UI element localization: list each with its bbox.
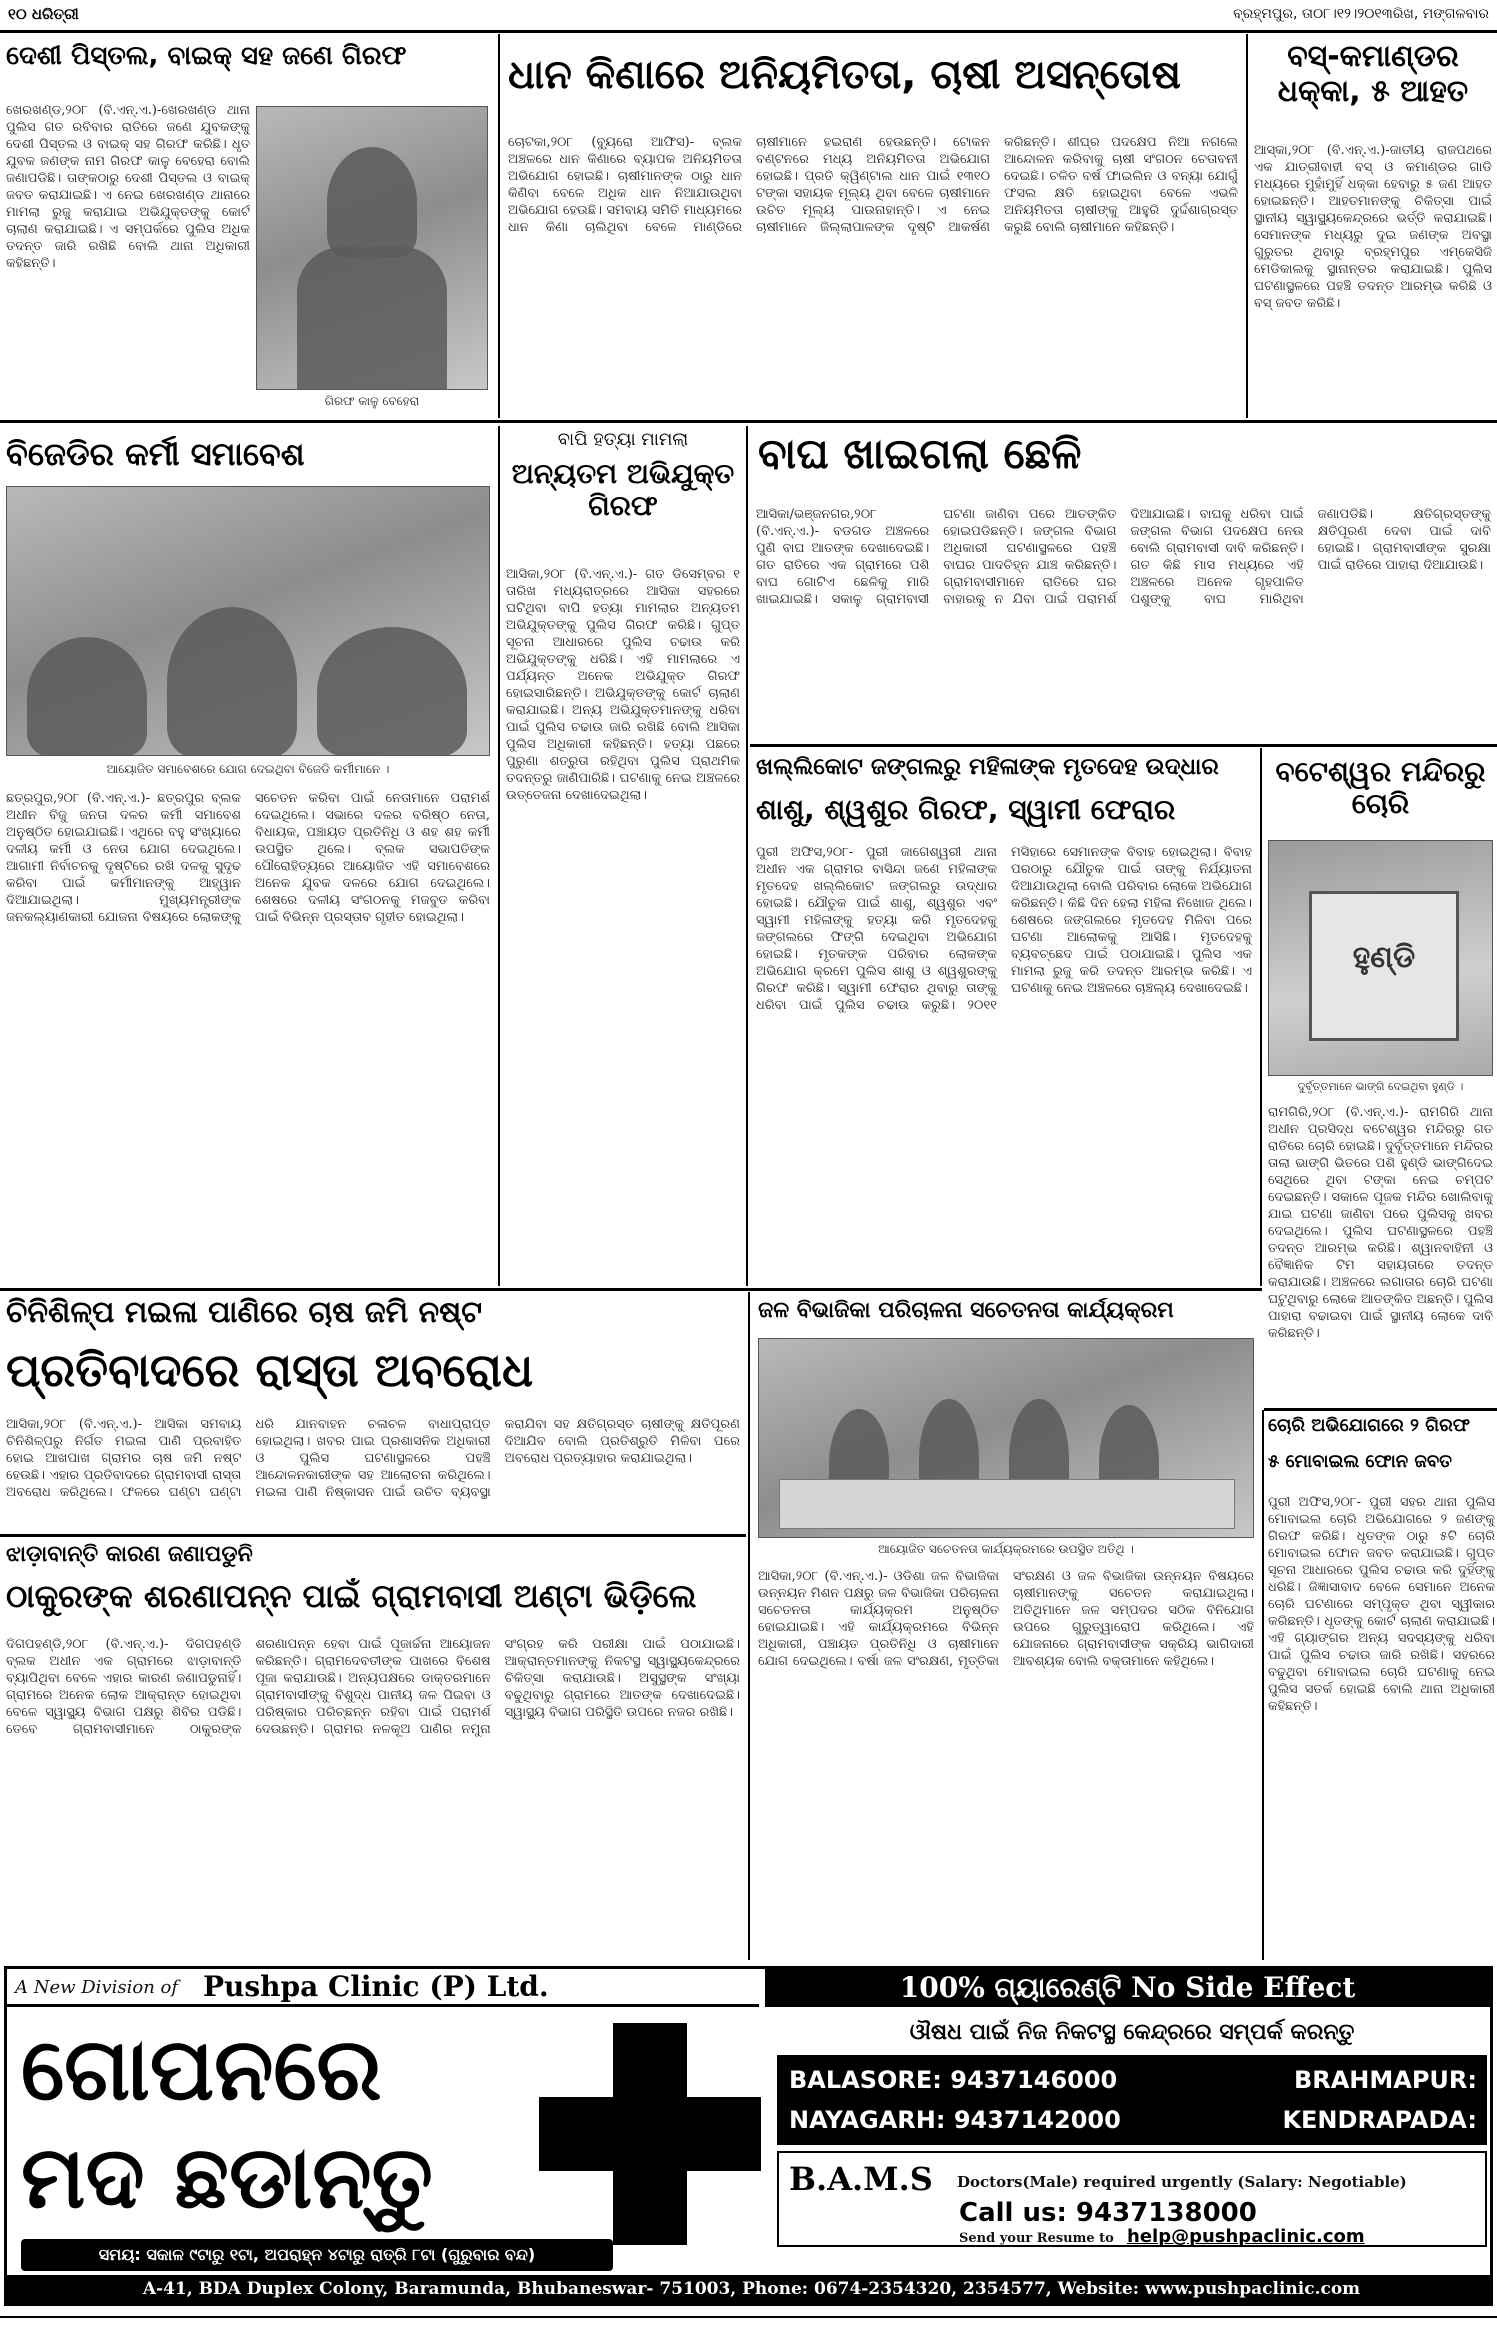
- story-mobile-theft-arrest: [1266, 1412, 1497, 1960]
- story-body: ଆସିକା,୨୦୮ (ବି.ଏନ୍.ଏ.)- ଆସିକା ସମବାୟ ଚିନିଶିଳ୍ପରୁ ନିର୍ଗତ ମଇଳା ପାଣି ପ୍ରବାହିତ ହୋଇ ଆଖପାଖ ଗ୍ରାମର ଚାଷ ଜମି ନଷ୍ଟ ହେଉଛି। ଏହାର ପ୍ରତିବାଦରେ ଗ୍ରାମବାସୀ ରାସ୍ତା ଅବରୋଧ କରିଥିଲେ। ଫଳରେ ଘଣ୍ଟା ଘଣ୍ଟା ଧରି ଯାନବାହନ ଚଳାଚଳ ବାଧାପ୍ରାପ୍ତ ହୋଇଥିଲା। ଖବର ପାଇ ପ୍ରଶାସନିକ ଅଧିକାରୀ ଓ ପୁଲିସ ଘଟଣାସ୍ଥଳରେ ପହଞ୍ଚି ଆନ୍ଦୋଳନକାରୀଙ୍କ ସହ ଆଲୋଚନା କରିଥିଲେ। ମଇଳା ପାଣି ନିଷ୍କାସନ ପାଇଁ ଉଚିତ ବ୍ୟବସ୍ଥା କରାଯିବା ସହ କ୍ଷତିଗ୍ରସ୍ତ ଚାଷୀଙ୍କୁ କ୍ଷତିପୂରଣ ଦିଆଯିବ ବୋଲି ପ୍ରତିଶ୍ରୁତି ମିଳିବା ପରେ ଅବରୋଧ ପ୍ରତ୍ୟାହାର କରାଯାଇଥିଲା।: [6, 1417, 740, 1500]
- story-kicker: ଝାଡ଼ାବାନ୍ତି କାରଣ ଜଣାପଡୁନି: [6, 1542, 253, 1567]
- page-number: ୧୦ ଧରିତ୍ରୀ: [8, 6, 79, 23]
- column-rule: [1246, 34, 1248, 418]
- story-tiger-goat: [750, 426, 1497, 742]
- ad-recruit-box: [777, 2151, 1487, 2247]
- section-rule: [0, 420, 1497, 423]
- column-rule: [1262, 1410, 1264, 1960]
- ad-tagline: A New Division of: [15, 1977, 179, 1998]
- broken-hundi-photo: [1268, 840, 1493, 1076]
- story-body: ଆସ୍କା,୨୦୮ (ବି.ଏନ୍.ଏ.)-ଜାତୀୟ ରାଜପଥରେ ଏକ ଯାତ୍ରୀବାହୀ ବସ୍ ଓ କମାଣ୍ଡର ଗାଡି ମଧ୍ୟରେ ମୁହାଁମୁହିଁ ଧକ୍କା ହେବାରୁ ୫ ଜଣ ଆହତ ହୋଇଛନ୍ତି। ଆହତମାନଙ୍କୁ ଚିକିତ୍ସା ପାଇଁ ସ୍ଥାନୀୟ ସ୍ୱାସ୍ଥ୍ୟକେନ୍ଦ୍ରରେ ଭର୍ତ୍ତି କରାଯାଇଛି। ସେମାନଙ୍କ ମଧ୍ୟରୁ ଦୁଇ ଜଣଙ୍କ ଅବସ୍ଥା ଗୁରୁତର ଥିବାରୁ ବ୍ରହ୍ମପୁର ଏମ୍କେସିଜି ମେଡିକାଲକୁ ସ୍ଥାନାନ୍ତର କରାଯାଇଛି। ପୁଲିସ ଘଟଣାସ୍ଥଳରେ ପହଞ୍ଚି ତଦନ୍ତ ଆରମ୍ଭ କରିଛି ଓ ବସ୍ ଜବତ କରିଛି।: [1254, 143, 1492, 311]
- section-rule: [0, 1288, 1262, 1291]
- story-body: ଆସିକା,୨୦୮ (ବି.ଏନ୍.ଏ.)- ଗତ ଡିସେମ୍ବର ୧ ତାରିଖ ମଧ୍ୟରାତ୍ରରେ ଆସିକା ସହରରେ ଘଟିଥିବା ବାପି ହତ୍ୟା ମାମଲାର ଅନ୍ୟତମ ଅଭିଯୁକ୍ତଙ୍କୁ ପୁଲିସ ଗିରଫ କରିଛି। ଗୁପ୍ତ ସୂଚନା ଆଧାରରେ ପୁଲିସ ଚଢାଉ କରି ଅଭିଯୁକ୍ତଙ୍କୁ ଧରିଛି। ଏହି ମାମଲାରେ ଏ ପର୍ଯ୍ୟନ୍ତ ଅନେକ ଅଭିଯୁକ୍ତ ଗିରଫ ହୋଇସାରିଛନ୍ତି। ଅଭିଯୁକ୍ତଙ୍କୁ କୋର୍ଟ ଚାଲାଣ କରାଯାଇଛି। ଅନ୍ୟ ଅଭିଯୁକ୍ତମାନଙ୍କୁ ଧରିବା ପାଇଁ ପୁଲିସ ଚଢାଉ ଜାରି ରଖିଛି ବୋଲି ଆସିକା ପୁଲିସ ଅଧିକାରୀ କହିଛନ୍ତି। ହତ୍ୟା ପଛରେ ପୁରୁଣା ଶତ୍ରୁତା ରହିଥିବା ପୁଲିସ ପ୍ରାଥମିକ ତଦନ୍ତରୁ ଜାଣିପାରିଛି। ଘଟଣାକୁ ନେଇ ଅଞ୍ଚଳରେ ଉତ୍ତେଜନା ଦେଖାଦେଇଥିଲା।: [506, 567, 740, 803]
- person-body-silhouette: [297, 247, 447, 390]
- story-body: ଖେରଖଣ୍ଡ,୨୦୮ (ବି.ଏନ୍.ଏ.)-ଖେରଖଣ୍ଡ ଥାନା ପୁଲିସ ଗତ ରବିବାର ରାତିରେ ଜଣେ ଯୁବକଙ୍କୁ ଦେଶୀ ପିସ୍ତଲ ଓ ବାଇକ୍ ସହ ଗିରଫ କରିଛି। ଧୃତ ଯୁବକ ଜଣଙ୍କ ନାମ ଗିରଫ କାଳୁ ବେହେରା ବୋଲି ଜଣାପଡିଛି। ତାଙ୍କଠାରୁ ଦେଶୀ ପିସ୍ତଲ ଓ ବାଇକ୍ ଜବତ କରାଯାଇଛି। ଏ ନେଇ ଖେରଖଣ୍ଡ ଥାନାରେ ମାମଲା ରୁଜୁ କରାଯାଇ ଅଭିଯୁକ୍ତଙ୍କୁ କୋର୍ଟ ଚାଲାଣ କରାଯାଇଛି। ଏ ସମ୍ପର୍କରେ ପୁଲିସ ଅଧିକ ତଦନ୍ତ ଜାରି ରଖିଛି ବୋଲି ଥାନା ଅଧିକାରୀ କହିଛନ୍ତି।: [6, 103, 250, 271]
- masthead-rule: [0, 30, 1497, 33]
- story-kicker: ବାପି ହତ୍ୟା ମାମଲା: [557, 430, 689, 450]
- crowd-silhouette: [317, 627, 467, 756]
- story-headline-line1: ଚୋରି ଅଭିଯୋଗରେ ୨ ଗିରଫ: [1268, 1416, 1471, 1436]
- ad-recruit-text: Doctors(Male) required urgently (Salary: Negotiable): [957, 2173, 1407, 2191]
- story-headline: ବିଜେଡିର କର୍ମୀ ସମାବେଶ: [6, 436, 305, 473]
- story-body: ଚୋଟକା,୨୦୮ (ବ୍ୟୁରୋ ଆଫିସ)- ବ୍ଲକ ଅଞ୍ଚଳରେ ଧାନ କିଣାରେ ବ୍ୟାପକ ଅନିୟମିତତା ଅଭିଯୋଗ ହୋଇଛି। ଚାଷୀମାନଙ୍କ ଠାରୁ ଧାନ କିଣିବା ବେଳେ ଅଧିକ ଧାନ ନିଆଯାଉଥିବା ଅଭିଯୋଗ ହେଉଛି। ସମବାୟ ସମିତି ମାଧ୍ୟମରେ ଧାନ କିଣା ଚାଲିଥିବା ବେଳେ ମାଣ୍ଡିରେ ଚାଷୀମାନେ ହଇରାଣ ହେଉଛନ୍ତି। ଟୋକନ ବଣ୍ଟନରେ ମଧ୍ୟ ଅନିୟମିତତା ଅଭିଯୋଗ ହୋଇଛି। ପ୍ରତି କ୍ୱିଣ୍ଟାଲ ଧାନ ପାଇଁ ୧୩୧୦ ଟଙ୍କା ସହାୟକ ମୂଲ୍ୟ ଥିବା ବେଳେ ଚାଷୀମାନେ ଉଚିତ ମୂଲ୍ୟ ପାଉନାହାନ୍ତି। ଏ ନେଇ ଚାଷୀମାନେ ଜିଲ୍ଲାପାଳଙ୍କ ଦୃଷ୍ଟି ଆକର୍ଷଣ କରିଛନ୍ତି। ଶୀଘ୍ର ପଦକ୍ଷେପ ନିଆ ନଗଲେ ଆନ୍ଦୋଳନ କରିବାକୁ ଚାଷୀ ସଂଗଠନ ଚେତାବନୀ ଦେଇଛି। ଚଳିତ ବର୍ଷ ଫାଇଲିନ ଓ ବନ୍ୟା ଯୋଗୁଁ ଫସଲ କ୍ଷତି ହୋଇଥିବା ବେଳେ ଏଭଳି ଅନିୟମିତତା ଚାଷୀଙ୍କୁ ଆହୁରି ଦୁର୍ଦ୍ଦଶାଗ୍ରସ୍ତ କରୁଛି ବୋଲି ଚାଷୀମାନେ କହିଛନ୍ତି।: [508, 135, 1238, 235]
- centre-kendrapada: KENDRAPADA:: [1282, 2106, 1477, 2134]
- story-bus-accident: [1250, 34, 1497, 418]
- column-rule: [1260, 748, 1262, 1286]
- ad-headline-line1: ଗୋପନରେ: [21, 2020, 382, 2120]
- photo-caption: ଗିରଫ କାଳୁ ବେହେରା: [324, 394, 420, 408]
- story-headline: ଦେଶୀ ପିସ୍ତଲ, ବାଇକ୍ ସହ ଜଣେ ଗିରଫ: [6, 42, 407, 71]
- story-headline-line2: ପ୍ରତିବାଦରେ ରାସ୍ତା ଅବରୋଧ: [6, 1344, 534, 1397]
- ad-centres-panel: [777, 2055, 1487, 2145]
- ad-call-number: Call us: 9437138000: [959, 2199, 1257, 2228]
- story-paddy-procurement: [502, 34, 1244, 418]
- ad-bams-label: B.A.M.S: [789, 2161, 933, 2198]
- ad-company-name: Pushpa Clinic (P) Ltd.: [203, 1971, 549, 2003]
- story-headline-line2: ୫ ମୋବାଇଲ ଫୋନ ଜବତ: [1268, 1452, 1452, 1472]
- column-rule: [748, 1292, 750, 1960]
- arrested-person-photo: [256, 106, 488, 390]
- column-rule: [746, 426, 748, 1286]
- ad-resume-email[interactable]: help@pushpaclinic.com: [1127, 2227, 1365, 2247]
- ad-contact-prompt: ଔଷଧ ପାଇଁ ନିଜ ନିକଟସ୍ଥ କେନ୍ଦ୍ରରେ ସମ୍ପର୍କ କରନ୍ତୁ: [909, 2020, 1355, 2045]
- story-body: ପୁରୀ ଅଫିସ,୨୦୮- ପୁରୀ ସହର ଥାନା ପୁଲିସ ମୋବାଇଲ ଚୋରି ଅଭିଯୋଗରେ ୨ ଜଣଙ୍କୁ ଗିରଫ କରିଛି। ଧୃତଙ୍କ ଠାରୁ ୫ଟି ଚୋରି ମୋବାଇଲ ଫୋନ ଜବତ କରାଯାଇଛି। ଗୁପ୍ତ ସୂଚନା ଆଧାରରେ ପୁଲିସ ଚଢାଉ କରି ଦୁହିଁଙ୍କୁ ଧରିଛି। ଜିଜ୍ଞାସାବାଦ ବେଳେ ସେମାନେ ଅନେକ ଚୋରି ଘଟଣାରେ ସମ୍ପୃକ୍ତ ଥିବା ସ୍ୱୀକାର କରିଛନ୍ତି। ଧୃତଙ୍କୁ କୋର୍ଟ ଚାଲାଣ କରାଯାଇଛି। ଏହି ଗ୍ୟାଙ୍ଗର ଅନ୍ୟ ସଦସ୍ୟଙ୍କୁ ଧରିବା ପାଇଁ ପୁଲିସ ଚଢାଉ ଜାରି ରଖିଛି। ସହରରେ ବଢୁଥିବା ମୋବାଇଲ ଚୋରି ଘଟଣାକୁ ନେଇ ପୁଲିସ ସତର୍କ ହୋଇଛି ବୋଲି ଥାନା ଅଧିକାରୀ କହିଛନ୍ତି।: [1268, 1495, 1495, 1714]
- story-headline: ବସ୍-କମାଣ୍ଡର ଧକ୍କା, ୫ ଆହତ: [1277, 40, 1469, 109]
- centre-balasore: BALASORE: 9437146000: [789, 2066, 1118, 2094]
- story-headline: ଅନ୍ୟତମ ଅଭିଯୁକ୍ତ ଗିରଫ: [511, 458, 735, 523]
- story-bateswar-temple-theft: [1264, 748, 1497, 1408]
- story-bapi-murder: [502, 426, 744, 1286]
- centre-brahmapur: BRAHMAPUR:: [1293, 2066, 1477, 2094]
- person-silhouette: [327, 147, 417, 257]
- story-watershed-awareness: [752, 1292, 1260, 1960]
- story-headline: ବାଘ ଖାଇଗଲା ଛେଳି: [758, 430, 1082, 478]
- photo-caption: ଆୟୋଜିତ ସମାବେଶରେ ଯୋଗ ଦେଇଥିବା ବିଜେଡି କର୍ମୀମାନେ ।: [106, 762, 390, 776]
- bottom-rule: [0, 2316, 1497, 2318]
- section-rule: [750, 744, 1497, 747]
- awareness-event-photo: [758, 1338, 1254, 1538]
- story-headline: ଜଳ ବିଭାଜିକା ପରିଚାଳନା ସଚେତନତା କାର୍ଯ୍ୟକ୍ରମ: [758, 1298, 1174, 1323]
- rally-photo: [6, 486, 490, 756]
- event-table-shape: [779, 1479, 1235, 1529]
- story-bjd-rally: [0, 426, 496, 1286]
- story-headline: ଠାକୁରଙ୍କ ଶରଣାପନ୍ନ ପାଇଁ ଗ୍ରାମବାସୀ ଅଣ୍ଟା ଭିଡ଼ିଲେ: [6, 1578, 697, 1615]
- section-rule: [1264, 1408, 1497, 1411]
- story-body: ରାମଗିରି,୨୦୮ (ବି.ଏନ୍.ଏ.)- ରାମଗିରି ଥାନା ଅଧୀନ ପ୍ରସିଦ୍ଧ ବଟେଶ୍ୱର ମନ୍ଦିରରୁ ଗତ ରାତିରେ ଚୋରି ହୋଇଛି। ଦୁର୍ବୃତ୍ତମାନେ ମନ୍ଦିରର ତାଲା ଭାଙ୍ଗି ଭିତରେ ପଶି ହୁଣ୍ଡି ଭାଙ୍ଗିଦେଇ ସେଥିରେ ଥିବା ଟଙ୍କା ନେଇ ଚମ୍ପଟ ଦେଇଛନ୍ତି। ସକାଳେ ପୂଜକ ମନ୍ଦିର ଖୋଲିବାକୁ ଯାଇ ଘଟଣା ଜାଣିବା ପରେ ପୁଲିସକୁ ଖବର ଦେଇଥିଲେ। ପୁଲିସ ଘଟଣାସ୍ଥଳରେ ପହଞ୍ଚି ତଦନ୍ତ ଆରମ୍ଭ କରିଛି। ଶ୍ୱାନବାହିନୀ ଓ ବୈଜ୍ଞାନିକ ଟିମ ସହାୟତାରେ ତଦନ୍ତ କରାଯାଉଛି। ଅଞ୍ଚଳରେ ଲଗାତାର ଚୋରି ଘଟଣା ଘଟୁଥିବାରୁ ଲୋକେ ଆତଙ୍କିତ ଅଛନ୍ତି। ପୁଲିସ ପାହାରା ବଢାଇବା ପାଇଁ ସ୍ଥାନୀୟ ଲୋକେ ଦାବି କରିଛନ୍ତି।: [1268, 1105, 1493, 1341]
- story-headline: ଖଲ୍ଲିକୋଟ ଜଙ୍ଗଲରୁ ମହିଳାଙ୍କ ମୃତଦେହ ଉଦ୍ଧାର: [756, 754, 1219, 780]
- column-rule: [498, 426, 500, 1286]
- medical-cross-icon: [539, 2023, 761, 2245]
- crowd-silhouette: [27, 637, 147, 756]
- story-body: ଆସିକା,୨୦୮ (ବି.ଏନ୍.ଏ.)- ଓଡିଶା ଜଳ ବିଭାଜିକା ଉନ୍ନୟନ ମିଶନ ପକ୍ଷରୁ ଜଳ ବିଭାଜିକା ପରିଚାଳନା ସଚେତନତା କାର୍ଯ୍ୟକ୍ରମ ଅନୁଷ୍ଠିତ ହୋଇଯାଇଛି। ଏହି କାର୍ଯ୍ୟକ୍ରମରେ ବିଭିନ୍ନ ଅଧିକାରୀ, ପଞ୍ଚାୟତ ପ୍ରତିନିଧି ଓ ଚାଷୀମାନେ ଯୋଗ ଦେଇଥିଲେ। ବର୍ଷା ଜଳ ସଂରକ୍ଷଣ, ମୃତ୍ତିକା ସଂରକ୍ଷଣ ଓ ଜଳ ବିଭାଜିକା ଉନ୍ନୟନ ବିଷୟରେ ଚାଷୀମାନଙ୍କୁ ସଚେତନ କରାଯାଇଥିଲା। ଅତିଥିମାନେ ଜଳ ସମ୍ପଦର ସଠିକ ବିନିଯୋଗ ଉପରେ ଗୁରୁତ୍ୱାରୋପ କରିଥିଲେ। ଏହି ଯୋଜନାରେ ଗ୍ରାମବାସୀଙ୍କ ସକ୍ରିୟ ଭାଗିଦାରୀ ଆବଶ୍ୟକ ବୋଲି ବକ୍ତାମାନେ କହିଥିଲେ।: [758, 1569, 1254, 1669]
- story-sugar-mill-protest: [0, 1292, 746, 1532]
- story-body: ପୁରୀ ଅଫିସ,୨୦୮- ପୁରୀ ଜାଗେଶ୍ୱରୀ ଥାନା ଅଧୀନ ଏକ ଗ୍ରାମର ବାସିନ୍ଦା ଜଣେ ମହିଳାଙ୍କ ମୃତଦେହ ଖଲ୍ଲିକୋଟ ଜଙ୍ଗଲରୁ ଉଦ୍ଧାର ହୋଇଛି। ଯୌତୁକ ପାଇଁ ଶାଶୁ, ଶ୍ୱଶୁର ଏବଂ ସ୍ୱାମୀ ମହିଳାଙ୍କୁ ହତ୍ୟା କରି ମୃତଦେହକୁ ଜଙ୍ଗଲରେ ଫିଙ୍ଗି ଦେଇଥିବା ଅଭିଯୋଗ ହୋଇଛି। ମୃତକଙ୍କ ପରିବାର ଲୋକଙ୍କ ଅଭିଯୋଗ କ୍ରମେ ପୁଲିସ ଶାଶୁ ଓ ଶ୍ୱଶୁରଙ୍କୁ ଗିରଫ କରିଛି। ସ୍ୱାମୀ ଫେରାର ଥିବାରୁ ତାଙ୍କୁ ଧରିବା ପାଇଁ ପୁଲିସ ଚଢାଉ କରୁଛି। ୨୦୧୧ ମସିହାରେ ସେମାନଙ୍କ ବିବାହ ହୋଇଥିଲା। ବିବାହ ପରଠାରୁ ଯୌତୁକ ପାଇଁ ତାଙ୍କୁ ନିର୍ଯ୍ୟାତନା ଦିଆଯାଉଥିଲା ବୋଲି ପରିବାର ଲୋକେ ଅଭିଯୋଗ କରିଛନ୍ତି। କିଛି ଦିନ ହେଲା ମହିଳା ନିଖୋଜ ଥିଲେ। ଶେଷରେ ଜଙ୍ଗଲରେ ମୃତଦେହ ମିଳିବା ପରେ ଘଟଣା ଆଲୋକକୁ ଆସିଛି। ମୃତଦେହକୁ ବ୍ୟବଚ୍ଛେଦ ପାଇଁ ପଠାଯାଇଛି। ପୁଲିସ ଏକ ମାମଲା ରୁଜୁ କରି ତଦନ୍ତ ଆରମ୍ଭ କରିଛି। ଏ ଘଟଣାକୁ ନେଇ ଅଞ୍ଚଳରେ ଚାଞ୍ଚଲ୍ୟ ଦେଖାଦେଇଛି।: [756, 845, 1252, 1013]
- story-headline: ଧାନ କିଣାରେ ଅନିୟମିତତା, ଚାଷୀ ଅସନ୍ତୋଷ: [508, 52, 1181, 98]
- section-rule: [0, 1534, 746, 1537]
- column-rule: [498, 34, 500, 418]
- crowd-silhouette: [167, 607, 297, 756]
- story-headline-line1: ଚିନିଶିଳ୍ପ ମଇଳା ପାଣିରେ ଚାଷ ଜମି ନଷ୍ଟ: [6, 1296, 483, 1330]
- story-body: ଆସିକା/ଭଞ୍ଜନଗର,୨୦୮ (ବି.ଏନ୍.ଏ.)- ବଡଗଡ ଅଞ୍ଚଳରେ ପୁଣି ବାଘ ଆତଙ୍କ ଦେଖାଦେଇଛି। ଗତ ରାତିରେ ଏକ ଗ୍ରାମରେ ପଶି ବାଘ ଗୋଟିଏ ଛେଳିକୁ ମାରି ଖାଇଯାଇଛି। ସକାଳୁ ଗ୍ରାମବାସୀ ଘଟଣା ଜାଣିବା ପରେ ଆତଙ୍କିତ ହୋଇପଡିଛନ୍ତି। ଜଙ୍ଗଲ ବିଭାଗ ଅଧିକାରୀ ଘଟଣାସ୍ଥଳରେ ପହଞ୍ଚି ବାଘର ପାଦଚିହ୍ନ ଯାଞ୍ଚ କରିଛନ୍ତି। ଗ୍ରାମବାସୀମାନେ ରାତିରେ ଘର ବାହାରକୁ ନ ଯିବା ପାଇଁ ପରାମର୍ଶ ଦିଆଯାଇଛି। ବାଘକୁ ଧରିବା ପାଇଁ ଜଙ୍ଗଲ ବିଭାଗ ପଦକ୍ଷେପ ନେଉ ବୋଲି ଗ୍ରାମବାସୀ ଦାବି କରିଛନ୍ତି। ଗତ କିଛି ମାସ ମଧ୍ୟରେ ଏହି ଅଞ୍ଚଳରେ ଅନେକ ଗୃହପାଳିତ ପଶୁଙ୍କୁ ବାଘ ମାରିଥିବା ଜଣାପଡିଛି। କ୍ଷତିଗ୍ରସ୍ତଙ୍କୁ କ୍ଷତିପୂରଣ ଦେବା ପାଇଁ ଦାବି ହୋଇଛି। ଗ୍ରାମବାସୀଙ୍କ ସୁରକ୍ଷା ପାଇଁ ରାତିରେ ପାହାରା ଦିଆଯାଉଛି।: [756, 507, 1491, 607]
- photo-caption: ଦୁର୍ବୃତ୍ତମାନେ ଭାଙ୍ଗି ଦେଇଥିବା ହୁଣ୍ଡି ।: [1297, 1080, 1464, 1093]
- story-subhead: ଶାଶୁ, ଶ୍ୱଶୁର ଗିରଫ, ସ୍ୱାମୀ ଫେରାର: [756, 794, 1176, 826]
- story-body: ଦିଗପହଣ୍ଡି,୨୦୮ (ବି.ଏନ୍.ଏ.)- ଦିଗପହଣ୍ଡି ବ୍ଲକ ଅଧୀନ ଏକ ଗ୍ରାମରେ ଝାଡ଼ାବାନ୍ତି ବ୍ୟାପିଥିବା ବେଳେ ଏହାର କାରଣ ଜଣାପଡୁନାହିଁ। ଗ୍ରାମରେ ଅନେକ ଲୋକ ଆକ୍ରାନ୍ତ ହୋଇଥିବା ବେଳେ ସ୍ୱାସ୍ଥ୍ୟ ବିଭାଗ ପକ୍ଷରୁ ଶିବିର ପଡିଛି। ତେବେ ଗ୍ରାମବାସୀମାନେ ଠାକୁରଙ୍କ ଶରଣାପନ୍ନ ହେବା ପାଇଁ ପୂଜାର୍ଚ୍ଚନା ଆୟୋଜନ କରିଛନ୍ତି। ଗ୍ରାମଦେବତୀଙ୍କ ପାଖରେ ବିଶେଷ ପୂଜା କରାଯାଉଛି। ଅନ୍ୟପକ୍ଷରେ ଡାକ୍ତରମାନେ ଗ୍ରାମବାସୀଙ୍କୁ ବିଶୁଦ୍ଧ ପାନୀୟ ଜଳ ପିଇବା ଓ ପରିଷ୍କାର ପରିଚ୍ଛନ୍ନ ରହିବା ପାଇଁ ପରାମର୍ଶ ଦେଉଛନ୍ତି। ଗ୍ରାମର ନଳକୂଅ ପାଣିର ନମୁନା ସଂଗ୍ରହ କରି ପରୀକ୍ଷା ପାଇଁ ପଠାଯାଇଛି। ଆକ୍ରାନ୍ତମାନଙ୍କୁ ନିକଟସ୍ଥ ସ୍ୱାସ୍ଥ୍ୟକେନ୍ଦ୍ରରେ ଚିକିତ୍ସା କରାଯାଉଛି। ଅସୁସ୍ଥଙ୍କ ସଂଖ୍ୟା ବଢୁଥିବାରୁ ଗ୍ରାମରେ ଆତଙ୍କ ଦେଖାଦେଇଛି। ସ୍ୱାସ୍ଥ୍ୟ ବିଭାଗ ପରିସ୍ଥିତି ଉପରେ ନଜର ରଖିଛି।: [6, 1637, 740, 1737]
- story-body: ଛତ୍ରପୁର,୨୦୮ (ବି.ଏନ୍.ଏ.)- ଛତ୍ରପୁର ବ୍ଲକ ଅଧୀନ ବିଜୁ ଜନତା ଦଳର କର୍ମୀ ସମାବେଶ ଅନୁଷ୍ଠିତ ହୋଇଯାଇଛି। ଏଥିରେ ବହୁ ସଂଖ୍ୟାରେ ଦଳୀୟ କର୍ମୀ ଓ ନେତା ଯୋଗ ଦେଇଥିଲେ। ଆଗାମୀ ନିର୍ବାଚନକୁ ଦୃଷ୍ଟିରେ ରଖି ଦଳକୁ ସୁଦୃଢ କରିବା ପାଇଁ କର୍ମୀମାନଙ୍କୁ ଆହ୍ୱାନ ଦିଆଯାଇଥିଲା। ମୁଖ୍ୟମନ୍ତ୍ରୀଙ୍କ ଜନକଲ୍ୟାଣକାରୀ ଯୋଜନା ବିଷୟରେ ଲୋକଙ୍କୁ ସଚେତନ କରିବା ପାଇଁ ନେତାମାନେ ପରାମର୍ଶ ଦେଇଥିଲେ। ସଭାରେ ଦଳର ବରିଷ୍ଠ ନେତା, ବିଧାୟକ, ପଞ୍ଚାୟତ ପ୍ରତିନିଧି ଓ ଶହ ଶହ କର୍ମୀ ଉପସ୍ଥିତ ଥିଲେ। ବ୍ଲକ ସଭାପତିଙ୍କ ପୌରୋହିତ୍ୟରେ ଆୟୋଜିତ ଏହି ସମାବେଶରେ ଅନେକ ଯୁବକ ଦଳରେ ଯୋଗ ଦେଇଥିଲେ। ଶେଷରେ ଦଳୀୟ ସଂଗଠନକୁ ମଜବୁତ କରିବା ପାଇଁ ବିଭିନ୍ନ ପ୍ରସ୍ତାବ ଗୃହୀତ ହୋଇଥିଲା।: [6, 791, 490, 925]
- photo-caption: ଆୟୋଜିତ ସଚେତନତା କାର୍ଯ୍ୟକ୍ରମରେ ଉପସ୍ଥିତ ଅତିଥି ।: [878, 1542, 1134, 1556]
- ad-company-banner: [7, 1969, 759, 2007]
- ad-headline-line2: ମଦ ଛଡାନ୍ତୁ: [21, 2128, 433, 2228]
- ad-guarantee-banner: 100% ଗ୍ୟାରେଣ୍ଟି No Side Effect: [765, 1969, 1490, 2007]
- story-headline: ବଟେଶ୍ୱର ମନ୍ଦିରରୁ ଚୋରି: [1275, 756, 1486, 821]
- centre-nayagarh: NAYAGARH: 9437142000: [789, 2106, 1121, 2134]
- story-pistol-arrest: [0, 34, 496, 418]
- hundi-label: ହୁଣ୍ଡି: [1352, 941, 1416, 975]
- story-khallikote-body-recovered: [750, 748, 1258, 1286]
- ad-resume-prefix: Send your Resume to: [959, 2231, 1114, 2246]
- story-diarrhoea-village: [0, 1534, 746, 1962]
- ad-timing-banner: ସମୟ: ସକାଳ ୯ଟାରୁ ୧ଟା, ଅପରାହ୍ନ ୪ଟାରୁ ରାତ୍ରି ୮ଟା (ଗୁରୁବାର ବନ୍ଦ): [21, 2239, 613, 2271]
- dateline: ବ୍ରହ୍ମପୁର, ତା୦୮।୧୨।୨୦୧୩ରିଖ, ମଙ୍ଗଳବାର: [1233, 6, 1489, 22]
- pushpa-clinic-advertisement: [4, 1966, 1493, 2306]
- ad-footer-address: A-41, BDA Duplex Colony, Baramunda, Bhubaneswar- 751003, Phone: 0674-2354320, 2354577, Website: www.pushpaclinic.com: [7, 2275, 1493, 2303]
